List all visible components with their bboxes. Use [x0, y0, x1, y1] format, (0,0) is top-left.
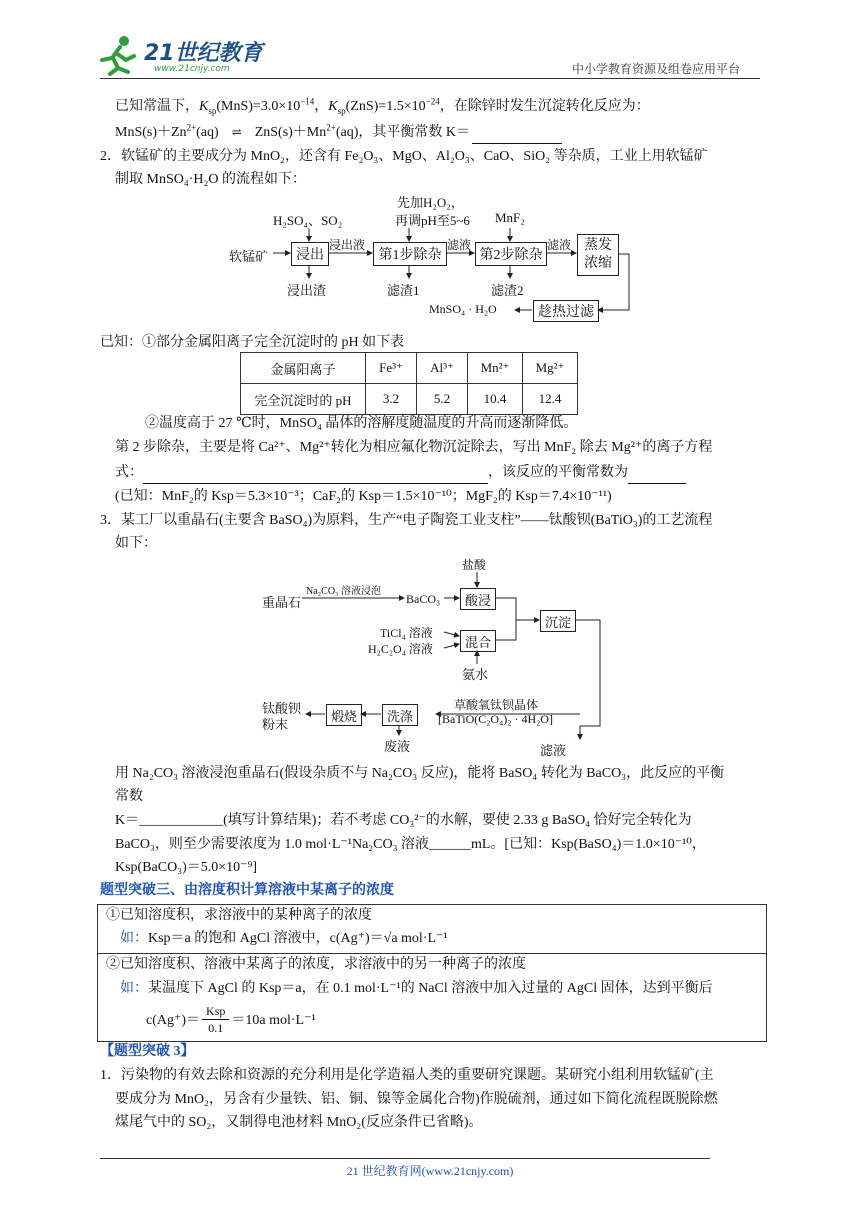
ph-table-cell: Mg²⁺ — [523, 353, 578, 384]
box-acid-leach: 酸浸 — [460, 588, 496, 610]
method-1-example: 如：Ksp＝a 的饱和 AgCl 溶液中，c(Ag⁺)＝√a mol·L⁻¹ — [120, 931, 448, 946]
header — [0, 0, 860, 80]
filtrate-label: 滤液 — [540, 743, 567, 758]
h2c2o4-label: H₂C₂O₄ 溶液 — [368, 642, 433, 656]
reagent-mnf2: MnF₂ — [495, 210, 525, 225]
brand-url: www.21cnjy.com — [154, 64, 230, 74]
q2-ksp-note: (已知：MnF₂的 Ksp＝5.3×10⁻³；CaF₂的 Ksp＝1.5×10⁻¹⁰；MgF₂的 Ksp＝7.4×10⁻¹¹) — [115, 489, 612, 504]
box-step1: 第1步除杂 — [373, 242, 447, 266]
fraction-denominator: 0.1 — [208, 1020, 224, 1035]
ph-table-cell: 10.4 — [468, 384, 523, 415]
waste-residue-2: 滤渣2 — [491, 283, 524, 298]
ph-table-header — [241, 353, 578, 384]
ammonia-label: 氨水 — [462, 667, 489, 682]
ph-table-cell: 3.2 — [366, 384, 417, 415]
method-2-example: 如：某温度下 AgCl 的 Ksp＝a，在 0.1 mol·L⁻¹的 NaCl 溶液中加入过量的 AgCl 固体，达到平衡后 — [120, 981, 713, 996]
q1-line1: 已知常温下，$K_{sp}(MnS)=3.0\times 10^{-14}$，$K_{sp}(ZnS)=1.5\times 10^{-24}$，在除锌时发生沉淀转化反应为： — [115, 96, 650, 116]
waste-liquid: 废液 — [384, 739, 411, 754]
method-2-title: ②已知溶度积、溶液中某离子的浓度，求溶液中的另一种离子的浓度 — [106, 957, 526, 972]
method-1-title: ①已知溶度积，求溶液中的某种离子的浓度 — [106, 908, 372, 923]
q3-intro-1: 3．某工厂以重晶石(主要含 BaSO₄)为原料，生产“电子陶瓷工业支柱”——钛酸钡(BaTiO₃)的工艺流程 — [100, 513, 713, 528]
fraction — [202, 1003, 229, 1036]
brand-name: 21世纪教育 — [144, 41, 263, 66]
q3-para-1: 用 Na₂CO₃ 溶液浸泡重晶石(假设杂质不与 Na₂CO₃ 反应)，能将 BaSO₄ 转化为 BaCO₃，此反应的平衡 — [115, 766, 725, 781]
q2-intro-1: 2．软锰矿的主要成分为 MnO₂，还含有 Fe₂O₃、MgO、Al₂O₃、CaO、SiO₂ 等杂质，工业上用软锰矿 — [100, 149, 708, 164]
box-leach: 浸出 — [291, 242, 329, 266]
q2-step2-a: 第 2 步除杂，主要是将 Ca²⁺、Mg²⁺转化为相应氟化物沉淀除去，写出 MnF₂ 除去 Mg²⁺的离子方程 — [115, 440, 713, 455]
equation-blank[interactable] — [143, 463, 488, 484]
flow-start-ore: 软锰矿 — [229, 249, 269, 264]
ph-table-cell: 5.2 — [417, 384, 468, 415]
box-wash: 洗涤 — [382, 704, 418, 726]
ph-table-cell: Mn²⁺ — [468, 353, 523, 384]
q1-line2: $MnS(s)+Zn^{2+}(aq)$ ⇌ $ZnS(s)+Mn^{2+}(aq)$，其平衡常数 K＝ — [115, 122, 562, 144]
answer-blank[interactable] — [472, 123, 562, 144]
box-hot-filter: 趁热过滤 — [533, 300, 599, 322]
method-2-formula: c(Ag⁺)＝ Ksp 0.1 ＝10a mol·L⁻¹ — [146, 1003, 316, 1035]
waste-residue-1: 滤渣1 — [387, 283, 420, 298]
hcl-label: 盐酸 — [462, 558, 487, 572]
product-mnso4: MnSO₄ · H₂O — [429, 302, 497, 316]
q2-known-2: ②温度高于 27 ℃时，MnSO₄ 晶体的溶解度随温度的升高而逐渐降低。 — [145, 416, 578, 431]
q2-step2-b: 式： ，该反应的平衡常数为 — [115, 463, 686, 484]
ticl4-label: TiCl₄ 溶液 — [380, 626, 433, 640]
q3-flow-diagram — [258, 554, 608, 758]
q2-intro-2: 制取 MnSO₄·H₂O 的流程如下： — [115, 172, 306, 187]
baco3-label: BaCO₃ — [406, 592, 441, 606]
footer-rule — [100, 1158, 710, 1159]
ph-table-cell: 金属阳离子 — [241, 353, 366, 384]
product-batio3-2: 粉末 — [262, 717, 289, 732]
ph-table-cell: Fe³⁺ — [366, 353, 417, 384]
box-evaporate-l1: 蒸发 — [584, 238, 612, 253]
ph-table-cell: 完全沉淀时的 pH — [241, 384, 366, 415]
flow-start-barite: 重晶石 — [262, 595, 302, 610]
crystal-label-1: 草酸氧钛钡晶体 — [454, 698, 539, 712]
ph-table-cell: Al³⁺ — [417, 353, 468, 384]
label-leachate: 浸出液 — [329, 238, 366, 252]
q3-flow-arrows — [258, 554, 608, 754]
q3-para-4: BaCO₃，则至少需要浓度为 1.0 mol·L⁻¹Na₂CO₃ 溶液______mL。[已知：Ksp(BaSO₄)＝1.0×10⁻¹⁰， — [115, 837, 706, 852]
step-na2co3-soak: Na₂CO₃ 溶液浸泡 — [306, 586, 382, 597]
ph-table — [240, 352, 578, 415]
tuopo3-title: 【题型突破 3】 — [100, 1044, 195, 1059]
box-precipitate: 沉淀 — [540, 610, 576, 632]
box-mix: 混合 — [460, 630, 496, 652]
q3-para-3: K＝____________(填写计算结果)；若不考虑 CO₃²⁻的水解，要使 2.33 g BaSO₄ 恰好完全转化为 — [115, 813, 692, 828]
logo — [96, 34, 266, 78]
product-batio3-1: 钛酸钡 — [262, 701, 302, 716]
reagent-h2so4-so2: H₂SO₄、SO₂ — [273, 213, 343, 228]
footer-text: 21 世纪教育网(www.21cnjy.com) — [346, 1164, 514, 1178]
q2-flow-diagram — [225, 190, 645, 320]
label-filtrate-2: 滤液 — [547, 238, 572, 252]
method-box — [97, 904, 767, 1042]
tuopo3-line-1: 1．污染物的有效去除和资源的充分利用是化学造福人类的重要研究课题。某研究小组利用软锰矿(主 — [100, 1068, 714, 1083]
tuopo3-line-2: 要成分为 MnO₂，另含有少量铁、铝、铜、镍等金属化合物)作脱硫剂，通过如下简化流程既脱除燃 — [115, 1092, 718, 1107]
q3-para-5: Ksp(BaCO₃)＝5.0×10⁻⁹] — [115, 860, 258, 875]
tuopo3-line-3: 煤尾气中的 SO₂，又制得电池材料 MnO₂(反应条件已省略)。 — [115, 1115, 483, 1130]
q2-flow-arrows — [225, 190, 645, 320]
fraction-numerator: Ksp — [202, 1003, 229, 1020]
header-rule — [100, 78, 760, 79]
reagent-h2o2-a: 先加H₂O₂， — [397, 195, 464, 210]
ph-table-cell: 12.4 — [523, 384, 578, 415]
constant-blank[interactable] — [628, 463, 686, 484]
q3-para-2: 常数 — [115, 789, 143, 804]
section3-title: 题型突破三、由溶度积计算溶液中某离子的浓度 — [100, 883, 394, 898]
header-right-text: 中小学教育资源及组卷应用平台 — [572, 62, 741, 76]
q3-intro-2: 如下： — [115, 536, 157, 551]
box-step2: 第2步除杂 — [475, 242, 547, 266]
method-divider — [98, 953, 766, 954]
reagent-h2o2-b: 再调pH至5~6 — [395, 213, 470, 228]
crystal-label-2: [BaTiO(C₂O₄)₂ · 4H₂O] — [438, 712, 553, 726]
runner-logo-icon — [96, 34, 140, 76]
ph-table-row — [241, 384, 578, 415]
box-evaporate-l2: 浓缩 — [584, 256, 612, 271]
label-filtrate-1: 滤液 — [447, 238, 472, 252]
box-calcine: 煅烧 — [326, 704, 362, 726]
q2-known: 已知：①部分金属阳离子完全沉淀时的 pH 如下表 — [100, 335, 405, 350]
waste-leach-residue: 浸出渣 — [287, 283, 327, 298]
